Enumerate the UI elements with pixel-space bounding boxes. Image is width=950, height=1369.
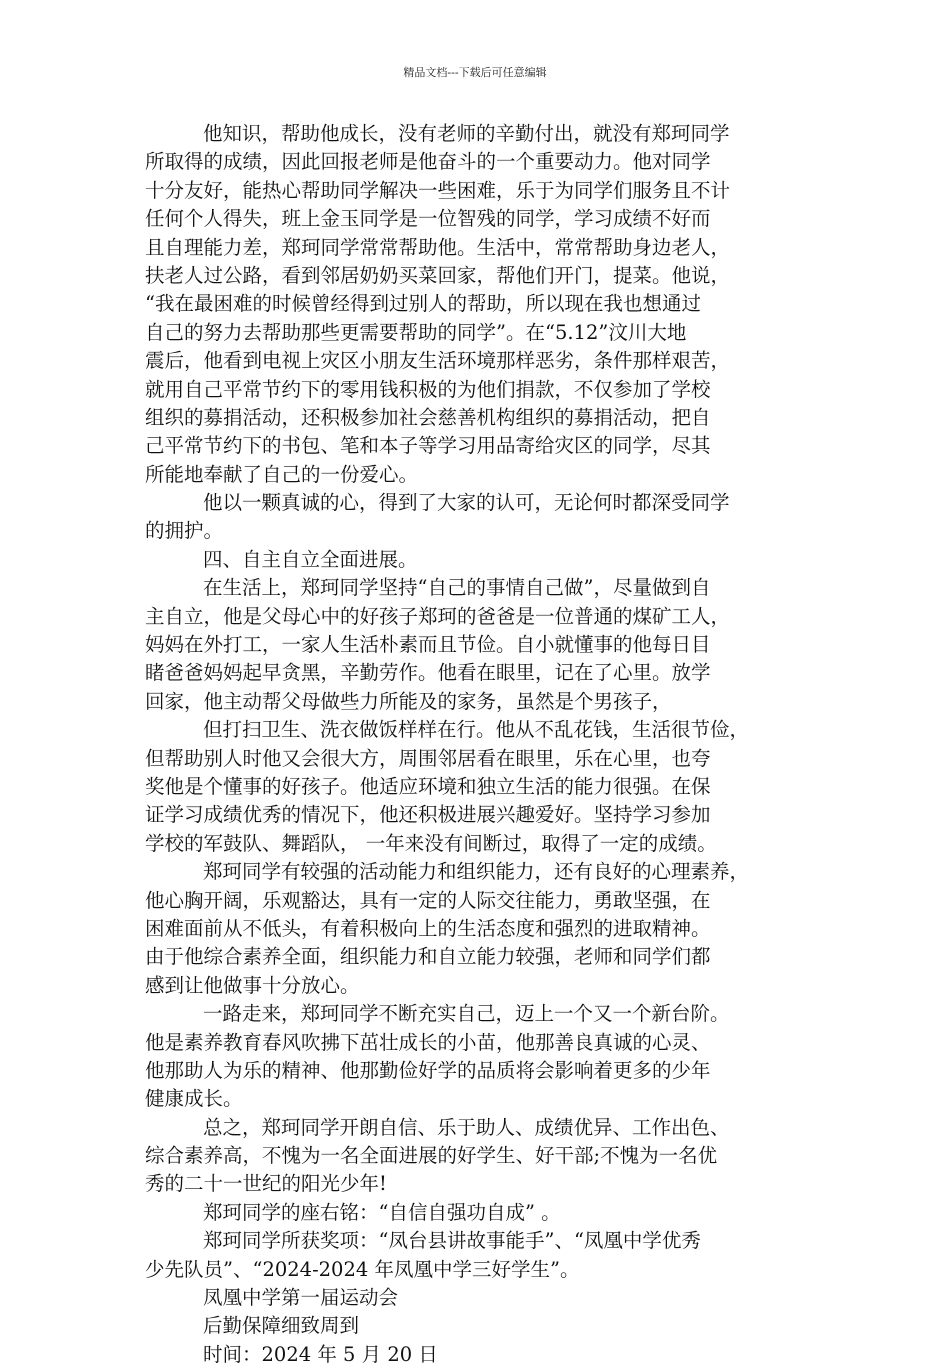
page-header: 精品文档---下载后可任意编辑	[403, 66, 547, 79]
text-line: 他那助人为乐的精神、他那勤俭好学的品质将会影响着更多的少年	[145, 1058, 711, 1082]
text-line: 学校的军鼓队、舞蹈队， 一年来没有间断过，取得了一定的成绩。	[145, 831, 717, 855]
text-line: 总之，郑珂同学开朗自信、乐于助人、成绩优异、工作出色、	[203, 1115, 730, 1139]
text-line: 所取得的成绩，因此回报老师是他奋斗的一个重要动力。他对同学	[145, 150, 711, 174]
text-line: 的拥护。	[145, 519, 224, 543]
text-line: 郑珂同学的座右铭：“自信自强功自成” 。	[203, 1200, 561, 1224]
text-line: 他以一颗真诚的心，得到了大家的认可，无论何时都深受同学	[203, 491, 730, 515]
text-line: 他知识，帮助他成长，没有老师的辛勤付出，就没有郑珂同学	[203, 122, 730, 145]
text-line: 一路走来，郑珂同学不断充实自己，迈上一个又一个新台阶。	[203, 1002, 730, 1026]
text-line: 他是素养教育春风吹拂下茁壮成长的小苗，他那善良真诚的心灵、	[145, 1030, 711, 1054]
text-line: 且自理能力差，郑珂同学常常帮助他。生活中，常常帮助身边老人，	[145, 235, 731, 259]
text-line: 后勤保障细致周到	[203, 1314, 360, 1338]
text-line: 由于他综合素养全面，组织能力和自立能力较强，老师和同学们都	[145, 945, 711, 969]
text-line: 主自立，他是父母心中的好孩子郑珂的爸爸是一位普通的煤矿工人，	[145, 604, 731, 628]
text-line: 但帮助别人时他又会很大方，周围邻居看在眼里，乐在心里，也夸	[145, 746, 711, 770]
text-line: 秀的二十一世纪的阳光少年!	[145, 1172, 387, 1196]
text-line: 自己的努力去帮助那些更需要帮助的同学”。在“5.12”汶川大地	[145, 320, 687, 344]
text-line: 睹爸爸妈妈起早贪黑，辛勤劳作。他看在眼里，记在了心里。放学	[145, 661, 711, 685]
text-line: 震后，他看到电视上灾区小朋友生活环境那样恶劣，条件那样艰苦，	[145, 349, 731, 373]
text-line: 健康成长。	[145, 1087, 243, 1111]
text-line: 奖他是个懂事的好孩子。他适应环境和独立生活的能力很强。在保	[145, 774, 711, 798]
text-line: 己平常节约下的书包、笔和本子等学习用品寄给灾区的同学，尽其	[145, 434, 711, 458]
text-line: 凤凰中学第一届运动会	[203, 1286, 399, 1310]
text-line: 困难面前从不低头，有着积极向上的生活态度和强烈的进取精神。	[145, 916, 711, 940]
text-line: 所能地奉献了自己的一份爱心。	[145, 462, 419, 486]
text-line: 妈妈在外打工，一家人生活朴素而且节俭。自小就懂事的他每日目	[145, 633, 711, 657]
text-line: 少先队员”、“2024-2024 年凤凰中学三好学生”。	[145, 1257, 580, 1281]
text-line: 郑珂同学有较强的活动能力和组织能力，还有良好的心理素养，	[203, 860, 750, 884]
text-line: 就用自己平常节约下的零用钱积极的为他们捐款，不仅参加了学校	[145, 377, 711, 401]
text-line: 综合素养高，不愧为一名全面进展的好学生、好干部;不愧为一名优	[145, 1144, 718, 1168]
text-line: 时间：2024 年 5 月 20 日	[203, 1342, 438, 1366]
text-line: 证学习成绩优秀的情况下，他还积极进展兴趣爱好。坚持学习参加	[145, 803, 711, 827]
text-line: 扶老人过公路，看到邻居奶奶买菜回家，帮他们开门，提菜。他说，	[145, 263, 731, 287]
document-body	[145, 120, 812, 1369]
text-line: 他心胸开阔，乐观豁达，具有一定的人际交往能力，勇敢坚强，在	[145, 888, 711, 912]
text-line: 郑珂同学所获奖项：“凤台县讲故事能手”、“凤凰中学优秀	[203, 1229, 701, 1253]
text-line: 组织的募捐活动，还积极参加社会慈善机构组织的募捐活动，把自	[145, 405, 711, 429]
text-line: 但打扫卫生、洗衣做饭样样在行。他从不乱花钱，生活很节俭，	[203, 718, 750, 742]
text-line: 四、自主自立全面进展。	[203, 547, 418, 571]
text-line: 回家，他主动帮父母做些力所能及的家务，虽然是个男孩子，	[145, 689, 672, 713]
text-line: 感到让他做事十分放心。	[145, 973, 360, 997]
text-line: 任何个人得失，班上金玉同学是一位智残的同学，学习成绩不好而	[145, 207, 711, 231]
text-line: 在生活上，郑珂同学坚持“自己的事情自己做”，尽量做到自	[203, 576, 711, 600]
text-line: “我在最困难的时候曾经得到过别人的帮助，所以现在我也想通过	[145, 292, 701, 316]
text-line: 十分友好，能热心帮助同学解决一些困难，乐于为同学们服务且不计	[145, 178, 731, 202]
